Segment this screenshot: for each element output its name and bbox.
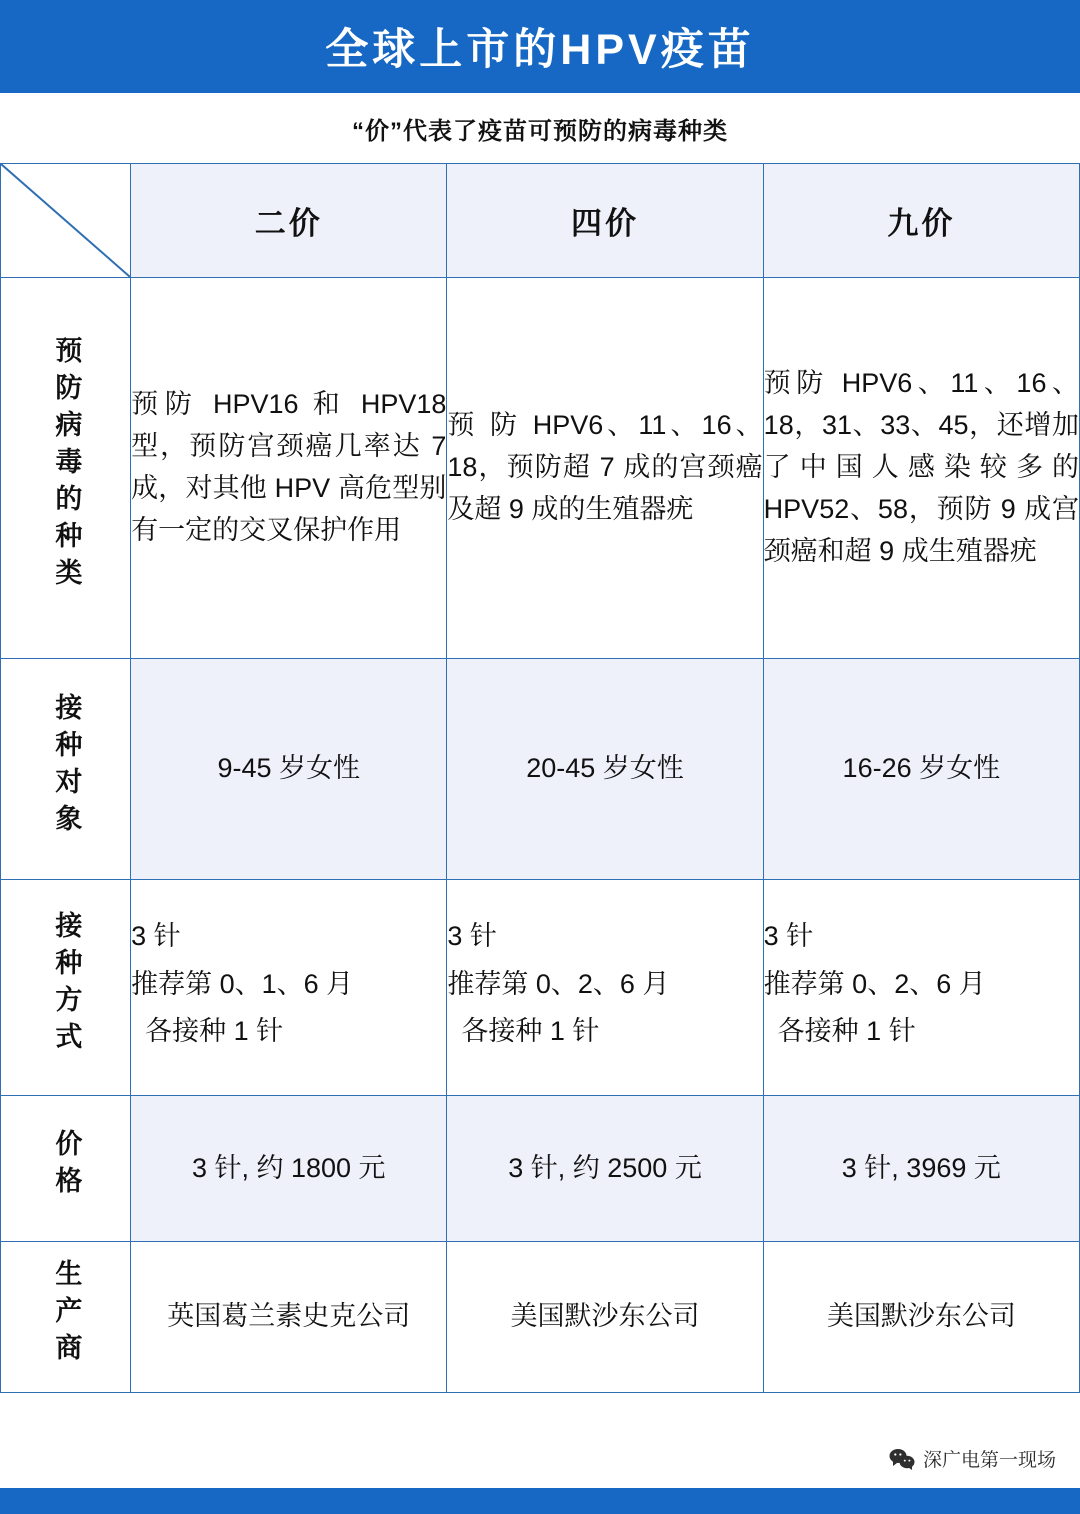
cell-price-two: 3 针, 约 1800 元 (131, 1096, 447, 1242)
column-header-nine: 九价 (763, 164, 1079, 278)
method-line-each: 各接种 1 针 (777, 1016, 916, 1047)
method-line-count: 3 针 (131, 920, 181, 951)
vaccine-comparison-table (0, 163, 1080, 1393)
table-row-maker (1, 1242, 1080, 1393)
wechat-account-badge (889, 1445, 1056, 1472)
cell-target-two: 9-45 岁女性 (131, 659, 447, 880)
cell-price-four: 3 针, 约 2500 元 (447, 1096, 763, 1242)
table-row-price (1, 1096, 1080, 1242)
table-row-target (1, 659, 1080, 880)
diagonal-divider-icon (1, 164, 130, 277)
vaccine-table-wrap (0, 163, 1080, 1393)
cell-types-nine: 预防 HPV6、11、16、18，31、33、45，还增加了中国人感染较多的 HPV52、58，预防 9 成宫颈癌和超 9 成生殖器疣 (763, 278, 1079, 659)
method-line-schedule: 推荐第 0、1、6 月 (131, 968, 354, 999)
cell-types-two: 预防 HPV16 和 HPV18 型，预防宫颈癌几率达 7 成，对其他 HPV 高危型别有一定的交叉保护作用 (131, 278, 447, 659)
row-label-target: 接种对象 (1, 659, 131, 880)
column-header-two: 二价 (131, 164, 447, 278)
method-line-count: 3 针 (447, 920, 497, 951)
method-line-each: 各接种 1 针 (461, 1016, 600, 1047)
cell-method-two (131, 880, 447, 1096)
method-line-each: 各接种 1 针 (145, 1016, 284, 1047)
page-title: 全球上市的HPV疫苗 (325, 26, 755, 74)
column-header-four: 四价 (447, 164, 763, 278)
row-label-types: 预防病毒的种类 (1, 278, 131, 659)
row-label-price: 价格 (1, 1096, 131, 1242)
title-band (0, 0, 1080, 93)
cell-price-nine: 3 针, 3969 元 (763, 1096, 1079, 1242)
row-label-method: 接种方式 (1, 880, 131, 1096)
subtitle-band (0, 93, 1080, 163)
corner-cell (1, 164, 131, 278)
cell-types-four: 预 防 HPV6、11、16、18，预防超 7 成的宫颈癌及超 9 成的生殖器疣 (447, 278, 763, 659)
page-subtitle: “价”代表了疫苗可预防的病毒种类 (352, 117, 728, 145)
method-line-count: 3 针 (763, 920, 814, 951)
cell-method-four (447, 880, 763, 1096)
cell-maker-four: 美国默沙东公司 (447, 1242, 763, 1393)
cell-maker-nine: 美国默沙东公司 (763, 1242, 1079, 1393)
footer-bar (0, 1488, 1080, 1514)
wechat-account-name: 深广电第一现场 (922, 1450, 1056, 1471)
table-header-row (1, 164, 1080, 278)
method-line-schedule: 推荐第 0、2、6 月 (763, 968, 986, 999)
cell-target-nine: 16-26 岁女性 (763, 659, 1079, 880)
cell-maker-two: 英国葛兰素史克公司 (131, 1242, 447, 1393)
table-row-types (1, 278, 1080, 659)
method-line-schedule: 推荐第 0、2、6 月 (447, 968, 670, 999)
cell-method-nine (763, 880, 1079, 1096)
wechat-icon (889, 1448, 915, 1470)
row-label-maker: 生产商 (1, 1242, 131, 1393)
cell-target-four: 20-45 岁女性 (447, 659, 763, 880)
table-row-method (1, 880, 1080, 1096)
